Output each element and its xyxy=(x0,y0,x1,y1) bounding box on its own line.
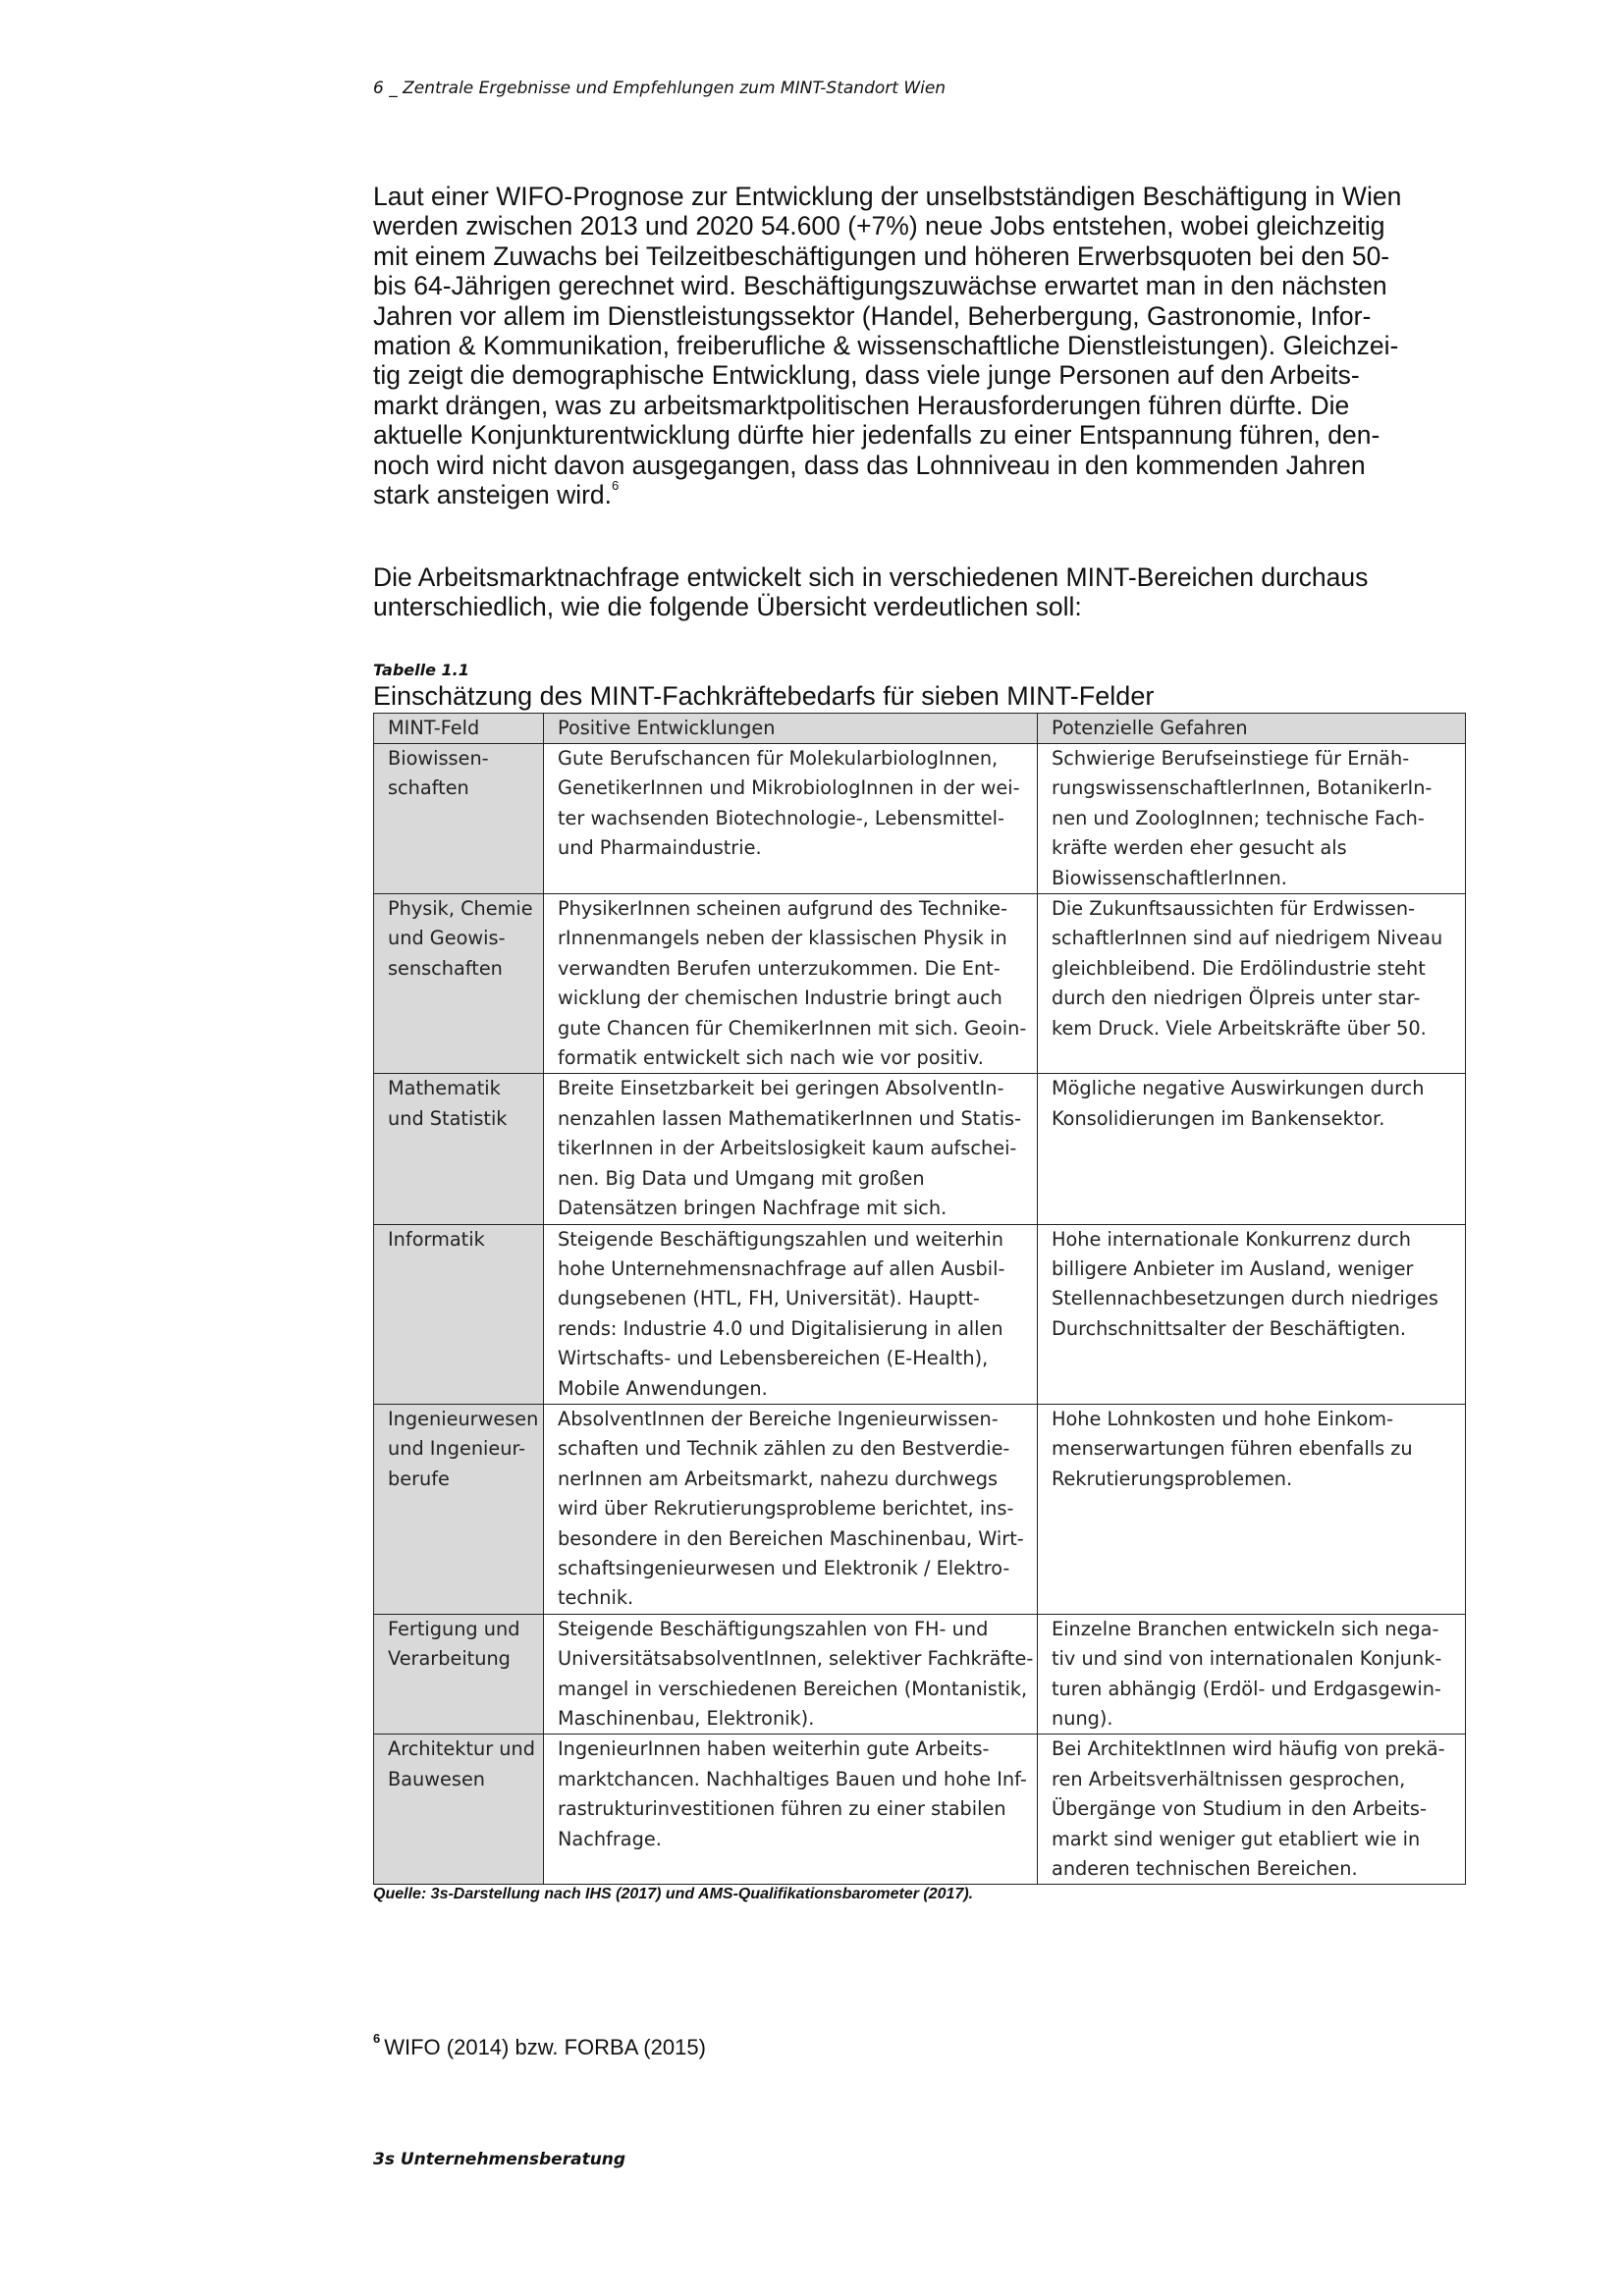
cell-positive xyxy=(544,1404,1038,1614)
cell-line: menserwartungen führen ebenfalls zu xyxy=(1052,1437,1413,1461)
paragraph-1 xyxy=(373,182,1463,509)
cell-line: tiv und sind von internationalen Konjunk- xyxy=(1052,1647,1442,1671)
cell-line: billigere Anbieter im Ausland, weniger xyxy=(1052,1256,1414,1280)
footnote-text: WIFO (2014) bzw. FORBA (2015) xyxy=(384,2035,706,2059)
cell-line: und Geowis- xyxy=(388,927,506,950)
cell-positive xyxy=(544,1614,1038,1735)
cell-line: schaftsingenieurwesen und Elektronik / Elektro- xyxy=(558,1556,1010,1579)
cell-line: Steigende Beschäftigungszahlen und weiterhin xyxy=(558,1227,1004,1251)
table-row xyxy=(374,1404,1466,1614)
cell-mint-feld xyxy=(374,1735,544,1885)
cell-line: schaftlerInnen sind auf niedrigem Niveau xyxy=(1052,927,1443,950)
cell-line: besondere in den Bereichen Maschinenbau, Wirt- xyxy=(558,1526,1024,1550)
paragraph-line-last xyxy=(373,480,1463,509)
cell-line: Konsolidierungen im Bankensektor. xyxy=(1052,1106,1385,1130)
table-source: Quelle: 3s-Darstellung nach IHS (2017) und AMS-Qualifikationsbarometer (2017). xyxy=(373,1886,974,1902)
footnote-reference[interactable]: 6 xyxy=(612,478,620,494)
cell-risks xyxy=(1038,744,1466,894)
cell-line: markt sind weniger gut etabliert wie in xyxy=(1052,1827,1421,1850)
cell-line: ter wachsenden Biotechnologie-, Lebensmittel- xyxy=(558,806,1005,829)
cell-line: IngenieurInnen haben weiterhin gute Arbeits- xyxy=(558,1737,990,1761)
paragraph-line: noch wird nicht davon ausgegangen, dass das Lohnniveau in den kommenden Jahren xyxy=(373,450,1366,480)
paragraph-line: aktuelle Konjunkturentwicklung dürfte hier jedenfalls zu einer Entspannung führen, den- xyxy=(373,420,1380,451)
paragraph-line: tig zeigt die demographische Entwicklung, dass viele junge Personen auf den Arbeits- xyxy=(373,360,1360,391)
cell-line: gute Chancen für ChemikerInnen mit sich. Geoin- xyxy=(558,1016,1027,1040)
cell-line: GenetikerInnen und MikrobiologInnen in der wei- xyxy=(558,776,1020,800)
cell-line: AbsolventInnen der Bereiche Ingenieurwissen- xyxy=(558,1407,999,1430)
paragraph-line: unterschiedlich, wie die folgende Übersicht verdeutlichen soll: xyxy=(373,592,1082,622)
table-row xyxy=(374,1224,1466,1404)
table-row xyxy=(374,1074,1466,1224)
cell-positive xyxy=(544,1224,1038,1404)
cell-line: Ingenieurwesen xyxy=(388,1407,539,1430)
cell-line: Nachfrage. xyxy=(558,1827,662,1850)
cell-mint-feld xyxy=(374,1074,544,1224)
cell-line: Stellennachbesetzungen durch niedriges xyxy=(1052,1287,1438,1310)
cell-line: durch den niedrigen Ölpreis unter star- xyxy=(1052,987,1421,1010)
cell-line: Mögliche negative Auswirkungen durch xyxy=(1052,1077,1425,1100)
cell-line: nerInnen am Arbeitsmarkt, nahezu durchwegs xyxy=(558,1467,999,1490)
header-positive-entwicklungen: Positive Entwicklungen xyxy=(544,714,1038,744)
cell-line: dungsebenen (HTL, FH, Universität). Hauptt- xyxy=(558,1287,980,1310)
cell-line: Schwierige Berufseinstiege für Ernäh- xyxy=(1052,747,1410,770)
cell-line: Einzelne Branchen entwickeln sich nega- xyxy=(1052,1617,1439,1640)
cell-line: Hohe internationale Konkurrenz durch xyxy=(1052,1227,1411,1251)
cell-line: Steigende Beschäftigungszahlen von FH- und xyxy=(558,1617,989,1640)
cell-line: berufe xyxy=(388,1467,450,1490)
cell-line: marktchancen. Nachhaltiges Bauen und hohe Inf- xyxy=(558,1767,1027,1790)
table-row xyxy=(374,1735,1466,1885)
cell-line: Physik, Chemie xyxy=(388,897,533,921)
cell-line: BiowissenschaftlerInnen. xyxy=(1052,866,1287,889)
cell-mint-feld xyxy=(374,894,544,1074)
cell-line: Übergänge von Studium in den Arbeits- xyxy=(1052,1797,1427,1821)
cell-line: rInnenmangels neben der klassischen Physik in xyxy=(558,927,1007,950)
cell-line: Datensätzen bringen Nachfrage mit sich. xyxy=(558,1197,947,1220)
cell-positive xyxy=(544,1735,1038,1885)
cell-line: technik. xyxy=(558,1586,634,1610)
cell-risks xyxy=(1038,1224,1466,1404)
cell-line: und Ingenieur- xyxy=(388,1437,526,1461)
cell-mint-feld xyxy=(374,1404,544,1614)
cell-line: Architektur und xyxy=(388,1737,535,1761)
paragraph-line: mation & Kommunikation, freiberufliche & wissenschaftliche Dienstleistungen). Gleichzei- xyxy=(373,331,1399,361)
cell-line: Fertigung und xyxy=(388,1617,520,1640)
cell-mint-feld xyxy=(374,1614,544,1735)
cell-line: Mobile Anwendungen. xyxy=(558,1376,768,1400)
paragraph-line-text: stark ansteigen wird. xyxy=(373,480,613,510)
table-body xyxy=(374,744,1466,1885)
cell-line: Durchschnittsalter der Beschäftigten. xyxy=(1052,1316,1406,1340)
table-title: Einschätzung des MINT-Fachkräftebedarfs für sieben MINT-Felder xyxy=(373,681,1155,711)
table-header-row xyxy=(374,714,1466,744)
cell-line: Informatik xyxy=(388,1227,485,1251)
cell-risks xyxy=(1038,1735,1466,1885)
table-row xyxy=(374,744,1466,894)
cell-line: schaften und Technik zählen zu den Bestverdie- xyxy=(558,1437,1010,1461)
cell-line: rends: Industrie 4.0 und Digitalisierung in allen xyxy=(558,1316,1003,1340)
cell-line: turen abhängig (Erdöl- und Erdgasgewin- xyxy=(1052,1677,1441,1700)
paragraph-line: Die Arbeitsmarktnachfrage entwickelt sich in verschiedenen MINT-Bereichen durchaus xyxy=(373,562,1369,592)
table-row xyxy=(374,894,1466,1074)
cell-line: Gute Berufschancen für MolekularbiologInnen, xyxy=(558,747,999,770)
table-label: Tabelle 1.1 xyxy=(373,661,469,679)
cell-line: Hohe Lohnkosten und hohe Einkom- xyxy=(1052,1407,1394,1430)
cell-risks xyxy=(1038,894,1466,1074)
cell-risks xyxy=(1038,1614,1466,1735)
cell-line: nung). xyxy=(1052,1707,1113,1730)
header-mint-feld: MINT-Feld xyxy=(374,714,544,744)
cell-line: und Statistik xyxy=(388,1106,508,1130)
running-header: 6 _ Zentrale Ergebnisse und Empfehlungen zum MINT-Standort Wien xyxy=(373,79,947,98)
cell-line: Breite Einsetzbarkeit bei geringen AbsolventIn- xyxy=(558,1077,1004,1100)
cell-line: und Pharmaindustrie. xyxy=(558,836,762,860)
cell-line: Die Zukunftsaussichten für Erdwissen- xyxy=(1052,897,1416,921)
cell-positive xyxy=(544,744,1038,894)
cell-line: UniversitätsabsolventInnen, selektiver Fachkräfte- xyxy=(558,1647,1034,1671)
paragraph-2 xyxy=(373,562,1463,622)
cell-line: hohe Unternehmensnachfrage auf allen Ausbil- xyxy=(558,1256,1005,1280)
paragraph-line: markt drängen, was zu arbeitsmarktpolitischen Herausforderungen führen dürfte. Die xyxy=(373,390,1350,420)
cell-line: ren Arbeitsverhältnissen gesprochen, xyxy=(1052,1767,1406,1790)
table-row xyxy=(374,1614,1466,1735)
mint-table xyxy=(373,713,1466,1885)
cell-positive xyxy=(544,894,1038,1074)
cell-line: anderen technischen Bereichen. xyxy=(1052,1857,1358,1881)
cell-risks xyxy=(1038,1404,1466,1614)
cell-mint-feld xyxy=(374,744,544,894)
cell-line: schaften xyxy=(388,776,469,800)
cell-line: rastrukturinvestitionen führen zu einer stabilen xyxy=(558,1797,1006,1821)
cell-line: tikerInnen in der Arbeitslosigkeit kaum aufschei- xyxy=(558,1137,1017,1160)
cell-line: wird über Rekrutierungsprobleme berichtet, ins- xyxy=(558,1497,1014,1521)
cell-line: kem Druck. Viele Arbeitskräfte über 50. xyxy=(1052,1016,1427,1040)
header-potenzielle-gefahren: Potenzielle Gefahren xyxy=(1038,714,1466,744)
cell-line: Verarbeitung xyxy=(388,1647,511,1671)
cell-line: Bei ArchitektInnen wird häufig von prekä- xyxy=(1052,1737,1445,1761)
cell-line: gleichbleibend. Die Erdölindustrie steht xyxy=(1052,956,1426,980)
running-footer: 3s Unternehmensberatung xyxy=(373,2150,626,2169)
cell-line: nen. Big Data und Umgang mit großen xyxy=(558,1166,925,1190)
paragraph-line: bis 64-Jährigen gerechnet wird. Beschäftigungszuwächse erwartet man in den nächsten xyxy=(373,271,1387,301)
cell-line: nen und ZoologInnen; technische Fach- xyxy=(1052,806,1425,829)
paragraph-line: werden zwischen 2013 und 2020 54.600 (+7%) neue Jobs entstehen, wobei gleichzeitig xyxy=(373,211,1385,241)
paragraph-line: mit einem Zuwachs bei Teilzeitbeschäftigungen und höheren Erwerbsquoten bei den 50- xyxy=(373,240,1390,271)
cell-line: PhysikerInnen scheinen aufgrund des Technike- xyxy=(558,897,1007,921)
cell-line: formatik entwickelt sich nach wie vor positiv. xyxy=(558,1046,984,1070)
cell-line: senschaften xyxy=(388,956,503,980)
cell-positive xyxy=(544,1074,1038,1224)
cell-line: Wirtschafts- und Lebensbereichen (E-Health), xyxy=(558,1347,989,1370)
paragraph-line: Laut einer WIFO-Prognose zur Entwicklung der unselbstständigen Beschäftigung in Wien xyxy=(373,182,1402,211)
cell-line: Maschinenbau, Elektronik). xyxy=(558,1707,815,1730)
cell-risks xyxy=(1038,1074,1466,1224)
cell-line: nenzahlen lassen MathematikerInnen und Statis- xyxy=(558,1106,1022,1130)
footnote xyxy=(373,2031,706,2060)
footnote-number: 6 xyxy=(373,2031,381,2046)
cell-line: rungswissenschaftlerInnen, BotanikerIn- xyxy=(1052,776,1433,800)
paragraph-line: Jahren vor allem im Dienstleistungssektor (Handel, Beherbergung, Gastronomie, Infor- xyxy=(373,300,1372,331)
cell-line: mangel in verschiedenen Bereichen (Montanistik, xyxy=(558,1677,1028,1700)
cell-line: verwandten Berufen unterzukommen. Die Ent- xyxy=(558,956,1001,980)
cell-line: Bauwesen xyxy=(388,1767,486,1790)
cell-line: Rekrutierungsproblemen. xyxy=(1052,1467,1293,1490)
cell-mint-feld xyxy=(374,1224,544,1404)
cell-line: wicklung der chemischen Industrie bringt auch xyxy=(558,987,1002,1010)
cell-line: kräfte werden eher gesucht als xyxy=(1052,836,1347,860)
cell-line: Mathematik xyxy=(388,1077,501,1100)
cell-line: Biowissen- xyxy=(388,747,489,770)
